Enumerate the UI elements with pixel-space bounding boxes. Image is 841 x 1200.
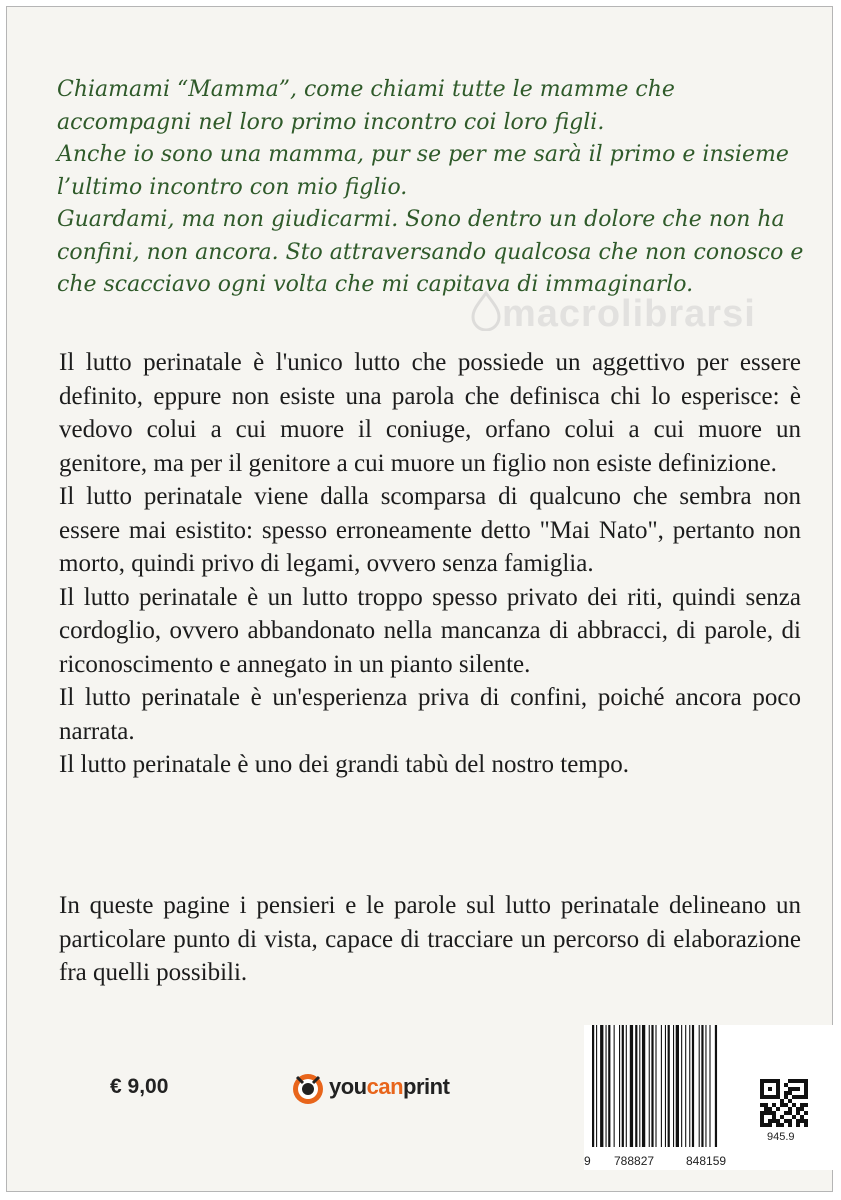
barcode-bar [699, 1025, 700, 1147]
barcode-bar [661, 1025, 662, 1147]
description-paragraph: Il lutto perinatale è l'unico lutto che possiede un aggettivo per essere definito, eppure non esiste una parola che definisca chi lo esperisce: è vedovo colui a cui muore il coniuge, orfano colui a cui muore un genitore, ma per il genitore a cui muore un figlio non esiste definizione. [59, 349, 801, 477]
description-paragraph: Il lutto perinatale è un'esperienza priva di confini, poiché ancora poco narrata. [59, 684, 801, 745]
barcode-area [584, 1025, 834, 1170]
poem-excerpt [57, 74, 807, 302]
barcode-bar [639, 1025, 640, 1147]
qr-code-icon [760, 1079, 808, 1127]
barcode-bar [668, 1025, 670, 1147]
watermark: macrolibrarsi [502, 293, 756, 335]
watermark-logo-icon [469, 291, 503, 331]
publisher-name: youcanprint [329, 1074, 450, 1099]
barcode-bar [622, 1025, 624, 1147]
barcode-bar [596, 1025, 597, 1147]
barcode-bar [642, 1025, 645, 1147]
barcode-bar [705, 1025, 706, 1147]
barcode-bar [701, 1025, 703, 1147]
barcode-bar [630, 1025, 633, 1147]
poem-stanza: Guardami, ma non giudicarmi. Sono dentro un dolore che non ha confini, non ancora. Sto attraversando qualcosa che non conosco e che scacciavo ogni volta che mi capitava di immaginarlo. [57, 207, 804, 297]
description-paragraph: Il lutto perinatale viene dalla scomparsa di qualcuno che sembra non essere mai esistito: spesso erroneamente detto "Mai Nato", pertanto non morto, quindi privo di legami, ovvero senza famiglia. [59, 483, 801, 577]
barcode-bar [635, 1025, 637, 1147]
barcode-bar [689, 1025, 690, 1147]
barcode-bar [651, 1025, 653, 1147]
barcode-bar [665, 1025, 666, 1147]
description-paragraph: Il lutto perinatale è un lutto troppo spesso privato dei riti, quindi senza cordoglio, ovvero abbandonato nella mancanza di abbracci, di parole, di riconoscimento e annegato in un pianto silente. [59, 583, 801, 678]
barcode-bar [614, 1025, 615, 1147]
poem-stanza: Anche io sono una mamma, pur se per me sarà il primo e insieme l’ultimo incontro con mio figlio. [57, 142, 789, 200]
barcode-bar [600, 1025, 603, 1147]
barcode-bar [626, 1025, 627, 1147]
barcode-lead-digit: 9 [584, 1154, 591, 1168]
closing-paragraph: In queste pagine i pensieri e le parole sul lutto perinatale delineano un particolare punto di vista, capace di tracciare un percorso di elaborazione fra quelli possibili. [59, 892, 801, 986]
description-text [59, 346, 801, 782]
barcode-bar [649, 1025, 650, 1147]
barcode-bar [592, 1025, 594, 1147]
barcode-bar [606, 1025, 607, 1147]
barcode-bar [692, 1025, 694, 1147]
publisher-logo [291, 1069, 471, 1109]
description-paragraph: Il lutto perinatale è uno dei grandi tabù del nostro tempo. [59, 751, 629, 778]
product-code: 945.9 [767, 1131, 795, 1143]
barcode-bar [608, 1025, 610, 1147]
barcode-right-digits: 848159 [686, 1154, 727, 1168]
book-back-cover [6, 6, 833, 1192]
price-label: € 9,00 [110, 1075, 169, 1098]
isbn-barcode [592, 1025, 752, 1150]
barcode-bar [709, 1025, 710, 1147]
barcode-bar [715, 1025, 717, 1147]
publisher-emblem-icon [291, 1069, 327, 1109]
poem-stanza: Chiamami “Mamma”, come chiami tutte le mamme che accompagni nel loro primo incontro coi loro figli. [57, 77, 675, 135]
barcode-bar [685, 1025, 686, 1147]
barcode-bar [619, 1025, 620, 1147]
barcode-bar [673, 1025, 674, 1147]
barcode-bar [681, 1025, 682, 1147]
barcode-bar [676, 1025, 679, 1147]
barcode-bar [655, 1025, 656, 1147]
barcode-left-digits: 788827 [614, 1154, 655, 1168]
